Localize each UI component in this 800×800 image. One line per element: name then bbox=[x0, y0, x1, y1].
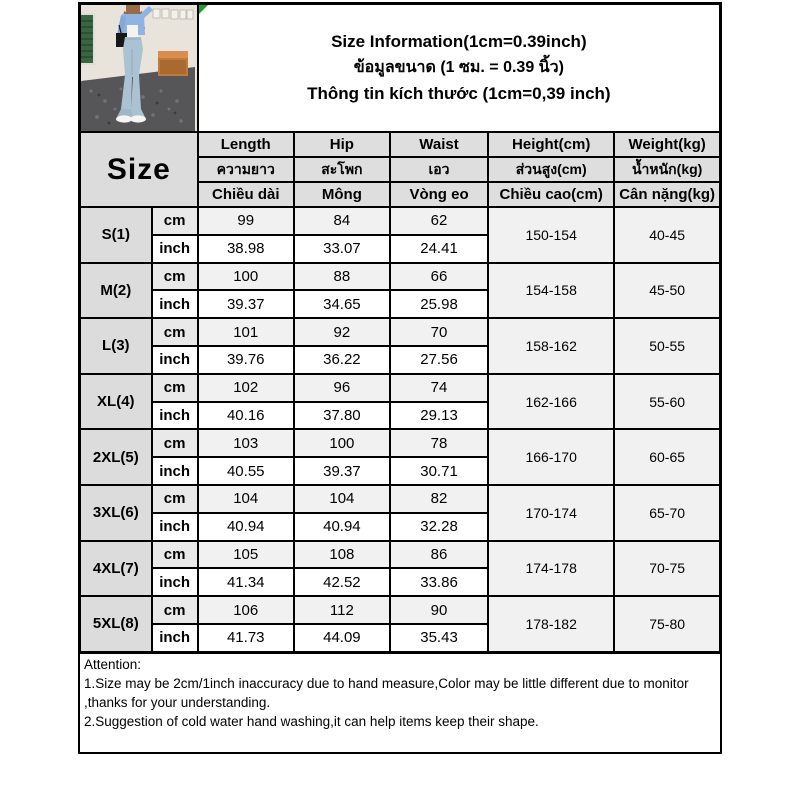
value-inch-2: 32.28 bbox=[390, 513, 488, 541]
size-row-XL(4) bbox=[80, 374, 721, 402]
col-header-waist-th: เอว bbox=[390, 157, 488, 182]
value-cm-2: 82 bbox=[390, 485, 488, 513]
weight-range: 45-50 bbox=[614, 263, 720, 319]
value-cm-0: 99 bbox=[198, 207, 294, 235]
value-inch-0: 40.94 bbox=[198, 513, 294, 541]
weight-range: 50-55 bbox=[614, 318, 720, 374]
unit-label-inch: inch bbox=[152, 235, 198, 263]
value-cm-1: 100 bbox=[294, 429, 390, 457]
size-row-2XL(5) bbox=[80, 429, 721, 457]
unit-label-inch: inch bbox=[152, 513, 198, 541]
value-cm-2: 66 bbox=[390, 263, 488, 291]
col-header-waist-en: Waist bbox=[390, 132, 488, 157]
col-header-weight-th: น้ำหนัก(kg) bbox=[614, 157, 720, 182]
value-inch-2: 29.13 bbox=[390, 402, 488, 430]
col-header-length-th: ความยาว bbox=[198, 157, 294, 182]
value-inch-0: 41.34 bbox=[198, 568, 294, 596]
height-range: 170-174 bbox=[488, 485, 614, 541]
value-inch-1: 33.07 bbox=[294, 235, 390, 263]
unit-label-cm: cm bbox=[152, 374, 198, 402]
unit-label-cm: cm bbox=[152, 485, 198, 513]
value-cm-1: 108 bbox=[294, 541, 390, 569]
value-inch-1: 37.80 bbox=[294, 402, 390, 430]
window-shutter bbox=[81, 13, 95, 65]
value-cm-0: 102 bbox=[198, 374, 294, 402]
value-inch-1: 42.52 bbox=[294, 568, 390, 596]
col-header-length-en: Length bbox=[198, 132, 294, 157]
value-cm-1: 92 bbox=[294, 318, 390, 346]
value-cm-2: 86 bbox=[390, 541, 488, 569]
height-range: 158-162 bbox=[488, 318, 614, 374]
value-cm-1: 112 bbox=[294, 596, 390, 624]
title-english: Size Information(1cm=0.39inch) bbox=[331, 32, 587, 51]
value-inch-0: 40.55 bbox=[198, 457, 294, 485]
size-table-body bbox=[80, 207, 721, 652]
attention-line-1: 1.Size may be 2cm/1inch inaccuracy due to hand measure,Color may be little different due to monitor ,thanks for your understanding. bbox=[84, 675, 689, 710]
value-cm-2: 78 bbox=[390, 429, 488, 457]
value-cm-2: 90 bbox=[390, 596, 488, 624]
unit-label-cm: cm bbox=[152, 596, 198, 624]
weight-range: 60-65 bbox=[614, 429, 720, 485]
weight-range: 65-70 bbox=[614, 485, 720, 541]
wooden-stool bbox=[158, 51, 188, 76]
size-row-5XL(8) bbox=[80, 596, 721, 624]
height-range: 154-158 bbox=[488, 263, 614, 319]
value-cm-1: 84 bbox=[294, 207, 390, 235]
size-row-S(1) bbox=[80, 207, 721, 235]
size-row-3XL(6) bbox=[80, 485, 721, 513]
value-inch-0: 38.98 bbox=[198, 235, 294, 263]
size-row-L(3) bbox=[80, 318, 721, 346]
col-header-height-vi: Chiều cao(cm) bbox=[488, 182, 614, 207]
corner-flag-icon bbox=[199, 5, 208, 14]
unit-label-cm: cm bbox=[152, 429, 198, 457]
size-label: 2XL(5) bbox=[80, 429, 152, 485]
value-inch-0: 39.76 bbox=[198, 346, 294, 374]
weight-range: 75-80 bbox=[614, 596, 720, 652]
value-inch-1: 44.09 bbox=[294, 624, 390, 652]
size-row-M(2) bbox=[80, 263, 721, 291]
size-label: L(3) bbox=[80, 318, 152, 374]
col-header-hip-th: สะโพก bbox=[294, 157, 390, 182]
size-table bbox=[78, 2, 722, 654]
weight-range: 70-75 bbox=[614, 541, 720, 597]
col-header-hip-vi: Mông bbox=[294, 182, 390, 207]
height-range: 178-182 bbox=[488, 596, 614, 652]
model-photo-illustration bbox=[81, 5, 195, 131]
unit-label-inch: inch bbox=[152, 290, 198, 318]
title-vietnamese: Thông tin kích thước (1cm=0,39 inch) bbox=[307, 84, 611, 103]
height-range: 166-170 bbox=[488, 429, 614, 485]
attention-note bbox=[78, 652, 722, 754]
size-label: 5XL(8) bbox=[80, 596, 152, 652]
size-label: M(2) bbox=[80, 263, 152, 319]
value-cm-2: 74 bbox=[390, 374, 488, 402]
value-inch-2: 24.41 bbox=[390, 235, 488, 263]
weight-range: 55-60 bbox=[614, 374, 720, 430]
size-label: 4XL(7) bbox=[80, 541, 152, 597]
value-cm-0: 101 bbox=[198, 318, 294, 346]
value-cm-1: 88 bbox=[294, 263, 390, 291]
value-inch-0: 40.16 bbox=[198, 402, 294, 430]
col-header-weight-vi: Cân nặng(kg) bbox=[614, 182, 720, 207]
attention-title: Attention: bbox=[84, 656, 142, 672]
weight-range: 40-45 bbox=[614, 207, 720, 263]
value-inch-1: 39.37 bbox=[294, 457, 390, 485]
size-row-4XL(7) bbox=[80, 541, 721, 569]
value-inch-2: 35.43 bbox=[390, 624, 488, 652]
size-label: XL(4) bbox=[80, 374, 152, 430]
unit-label-inch: inch bbox=[152, 568, 198, 596]
value-inch-2: 25.98 bbox=[390, 290, 488, 318]
unit-label-inch: inch bbox=[152, 346, 198, 374]
value-inch-0: 41.73 bbox=[198, 624, 294, 652]
col-header-hip-en: Hip bbox=[294, 132, 390, 157]
value-cm-0: 106 bbox=[198, 596, 294, 624]
value-inch-2: 27.56 bbox=[390, 346, 488, 374]
value-cm-0: 105 bbox=[198, 541, 294, 569]
value-cm-0: 100 bbox=[198, 263, 294, 291]
value-cm-2: 70 bbox=[390, 318, 488, 346]
col-header-waist-vi: Vòng eo bbox=[390, 182, 488, 207]
col-header-height-en: Height(cm) bbox=[488, 132, 614, 157]
value-inch-1: 40.94 bbox=[294, 513, 390, 541]
value-inch-1: 36.22 bbox=[294, 346, 390, 374]
height-range: 174-178 bbox=[488, 541, 614, 597]
col-header-length-vi: Chiều dài bbox=[198, 182, 294, 207]
value-inch-2: 33.86 bbox=[390, 568, 488, 596]
size-chart-sheet bbox=[78, 2, 722, 754]
unit-label-cm: cm bbox=[152, 318, 198, 346]
unit-label-cm: cm bbox=[152, 263, 198, 291]
height-range: 162-166 bbox=[488, 374, 614, 430]
col-header-weight-en: Weight(kg) bbox=[614, 132, 720, 157]
value-inch-0: 39.37 bbox=[198, 290, 294, 318]
value-cm-2: 62 bbox=[390, 207, 488, 235]
unit-label-cm: cm bbox=[152, 541, 198, 569]
size-label: 3XL(6) bbox=[80, 485, 152, 541]
value-cm-1: 96 bbox=[294, 374, 390, 402]
size-label: S(1) bbox=[80, 207, 152, 263]
col-header-height-th: ส่วนสูง(cm) bbox=[488, 157, 614, 182]
size-column-header: Size bbox=[80, 132, 198, 207]
unit-label-inch: inch bbox=[152, 624, 198, 652]
title-thai: ข้อมูลขนาด (1 ซม. = 0.39 นิ้ว) bbox=[353, 59, 564, 76]
value-cm-1: 104 bbox=[294, 485, 390, 513]
value-inch-1: 34.65 bbox=[294, 290, 390, 318]
value-cm-0: 103 bbox=[198, 429, 294, 457]
size-info-title-cell bbox=[198, 4, 721, 133]
unit-label-cm: cm bbox=[152, 207, 198, 235]
value-inch-2: 30.71 bbox=[390, 457, 488, 485]
height-range: 150-154 bbox=[488, 207, 614, 263]
unit-label-inch: inch bbox=[152, 457, 198, 485]
product-photo bbox=[80, 4, 198, 133]
value-cm-0: 104 bbox=[198, 485, 294, 513]
attention-line-2: 2.Suggestion of cold water hand washing,it can help items keep their shape. bbox=[84, 713, 539, 729]
unit-label-inch: inch bbox=[152, 402, 198, 430]
